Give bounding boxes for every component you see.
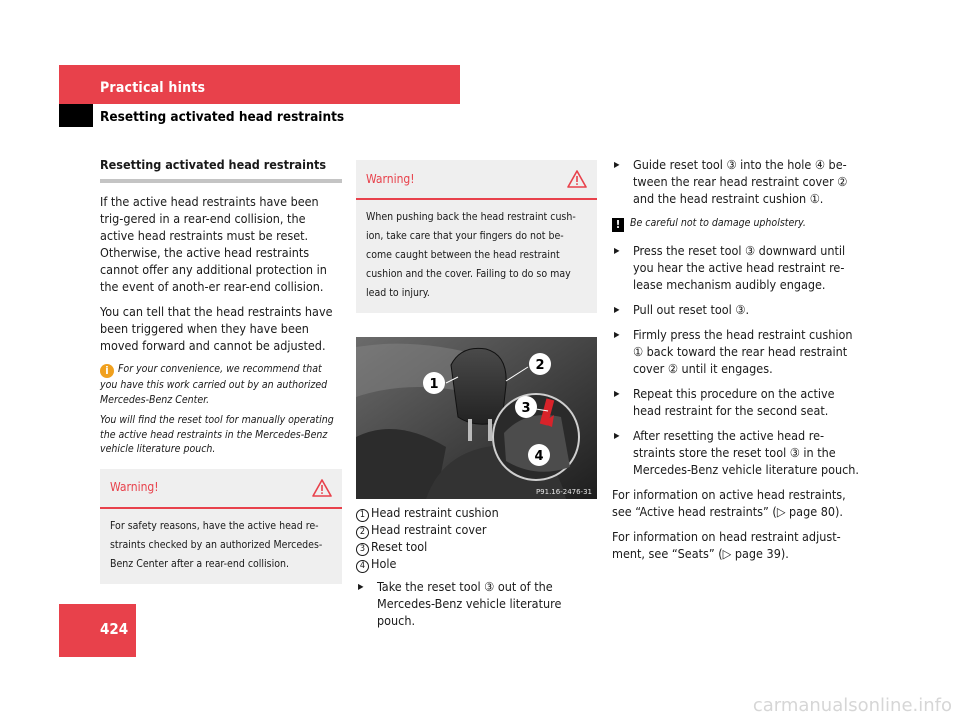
section-heading: Resetting activated head restraints	[100, 156, 342, 183]
step-guide-tool: ▶ Guide reset tool ③ into the hole ④ be-tween the rear head restraint cover ② and the head restraint cushion ①.	[612, 156, 862, 207]
caution-note	[612, 215, 862, 232]
callout-number: 1	[356, 509, 369, 522]
callout-2	[529, 353, 551, 375]
paragraph-active-restraints-ref: For information on active head restraints, see “Active head restraints” (▷ page 80).	[612, 487, 846, 519]
page-number: 424	[100, 620, 129, 638]
legend-label: Hole	[371, 556, 397, 571]
step-pull-tool: ▶ Pull out reset tool ③.	[612, 301, 862, 318]
column-left	[100, 156, 342, 584]
section-title: Practical hints	[100, 80, 206, 96]
header-tab	[59, 104, 93, 127]
svg-text:3: 3	[521, 401, 531, 416]
head-restraint-photo	[356, 337, 597, 499]
info-note	[100, 362, 342, 457]
column-middle	[356, 160, 597, 637]
photo-code: P91.16-2476-31	[535, 488, 592, 496]
caution-text: Be careful not to damage upholstery.	[630, 217, 806, 229]
warning-text: For safety reasons, have the active head re-straints checked by an authorized Mercedes-Benz Center after a rear-end collision.	[110, 519, 323, 570]
legend-item-2	[356, 521, 597, 538]
svg-text:4: 4	[534, 449, 544, 464]
legend-label: Head restraint cover	[371, 522, 487, 537]
svg-text:1: 1	[429, 377, 439, 392]
watermark: carmanualsonline.info	[752, 695, 952, 716]
callout-4	[528, 444, 550, 466]
warning-box-middle	[356, 160, 597, 313]
callout-number: 4	[356, 560, 369, 573]
caution-exclamation-icon: !	[612, 218, 624, 232]
callout-number: 2	[356, 526, 369, 539]
callout-legend	[356, 504, 597, 572]
info-text-2: You will find the reset tool for manually operating the active head restraints in the Mercedes-Benz vehicle literature pouch.	[100, 414, 334, 455]
legend-label: Head restraint cushion	[371, 505, 499, 520]
legend-item-4	[356, 555, 597, 572]
warning-text: When pushing back the head restraint cush-ion, take care that your fingers do not be-come caught between the head restraint cushion and the cover. Failing to do so may lead to injury.	[366, 211, 576, 299]
callout-3	[515, 396, 537, 418]
head-restraint-illustration	[356, 337, 597, 499]
info-text-1: For your convenience, we recommend that you have this work carried out by an authorized Mercedes-Benz Center.	[100, 363, 328, 406]
warning-triangle-icon	[567, 170, 587, 188]
warning-triangle-icon	[312, 479, 332, 497]
svg-text:2: 2	[535, 358, 545, 373]
page-title: Resetting activated head restraints	[100, 109, 345, 125]
callout-1	[423, 372, 445, 394]
info-icon: i	[100, 364, 114, 378]
column-right	[612, 156, 862, 570]
legend-label: Reset tool	[371, 539, 428, 554]
step-press-tool: ▶ Press the reset tool ③ downward until you hear the active head restraint re-lease mechanism audibly engage.	[612, 242, 862, 293]
paragraph-reset-intro: If the active head restraints have been trig-gered in a rear-end collision, the active head restraints must be reset. Otherwise, the active head restraints cannot offer any additional protection in the event of anoth-er rear-end collision.	[100, 194, 327, 294]
step-store-tool: ▶ After resetting the active head re-straints store the reset tool ③ in the Mercedes-Benz vehicle literature pouch.	[612, 427, 862, 478]
legend-item-1	[356, 504, 597, 521]
warning-title: Warning!	[110, 480, 159, 494]
warning-box-left	[100, 469, 342, 584]
paragraph-adjustment-ref: For information on head restraint adjust-ment, see “Seats” (▷ page 39).	[612, 529, 841, 561]
step-take-tool: ▶ Take the reset tool ③ out of the Mercedes-Benz vehicle literature pouch.	[356, 578, 597, 629]
callout-number: 3	[356, 543, 369, 556]
step-repeat: ▶ Repeat this procedure on the active head restraint for the second seat.	[612, 385, 862, 419]
step-press-cushion: ▶ Firmly press the head restraint cushion ① back toward the rear head restraint cover ② until it engages.	[612, 326, 862, 377]
paragraph-triggered: You can tell that the head restraints have been triggered when they have been moved forward and cannot be adjusted.	[100, 304, 333, 353]
warning-title: Warning!	[366, 171, 415, 186]
legend-item-3	[356, 538, 597, 555]
